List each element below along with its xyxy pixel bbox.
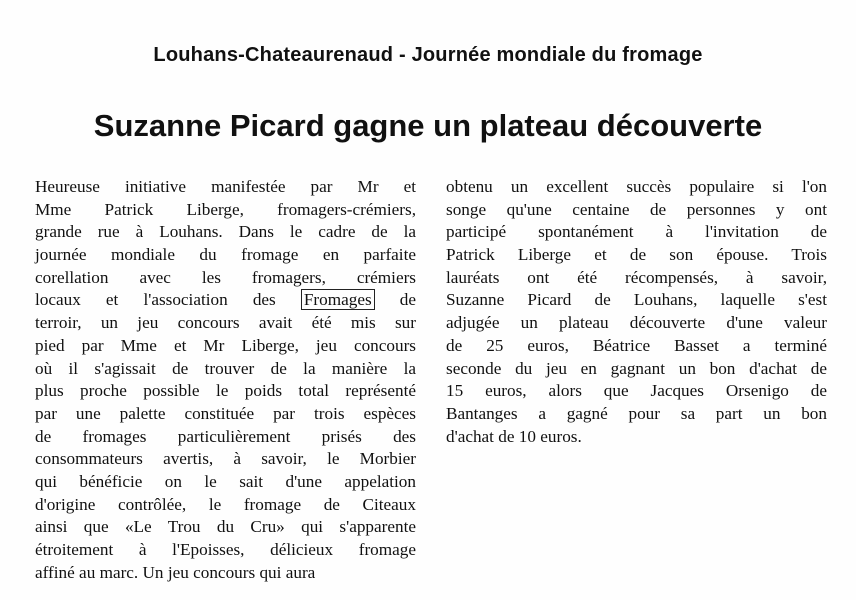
text-line: adjugée un plateau découverte d'une valeur bbox=[446, 313, 827, 333]
text-line: terroir, un jeu concours avait été mis sur bbox=[35, 313, 416, 333]
text-line: 15 euros, alors que Jacques Orsenigo de bbox=[446, 381, 827, 401]
text-line: grande rue à Louhans. Dans le cadre de la bbox=[35, 222, 416, 242]
text-line: corellation avec les fromagers, crémiers bbox=[35, 267, 416, 287]
text-line: songe qu'une centaine de personnes y ont bbox=[446, 199, 827, 219]
article-kicker: Louhans-Chateaurenaud - Journée mondiale du fromage bbox=[153, 44, 703, 66]
text-line: pied par Mme et Mr Liberge, jeu concours bbox=[35, 335, 416, 355]
text-line: Mme Patrick Liberge, fromagers-crémiers, bbox=[35, 199, 416, 219]
article-column-left bbox=[35, 176, 416, 584]
text-line: d'origine contrôlée, le fromage de Citeaux bbox=[35, 494, 416, 514]
text-line: où il s'agissait de trouver de la manière la bbox=[35, 358, 416, 378]
text-line: affiné au marc. Un jeu concours qui aura bbox=[35, 562, 316, 582]
text-line: journée mondiale du fromage en parfaite bbox=[35, 245, 416, 265]
text-line: d'achat de 10 euros. bbox=[446, 426, 582, 446]
text-segment: de bbox=[374, 290, 416, 310]
text-line: lauréats ont été récompensés, à savoir, bbox=[446, 267, 827, 287]
text-line: obtenu un excellent succès populaire si l'on bbox=[446, 177, 827, 196]
text-line: ainsi que «Le Trou du Cru» qui s'apparente bbox=[35, 517, 416, 537]
article-headline: Suzanne Picard gagne un plateau découverte bbox=[93, 108, 763, 143]
text-line: de fromages particulièrement prisés des bbox=[35, 426, 416, 446]
text-line: plus proche possible le poids total représenté bbox=[35, 381, 416, 401]
text-line: de 25 euros, Béatrice Basset a terminé bbox=[446, 335, 827, 355]
text-line: consommateurs avertis, à savoir, le Morbier bbox=[35, 449, 416, 469]
text-line bbox=[35, 289, 416, 312]
text-line: participé spontanément à l'invitation de bbox=[446, 222, 827, 242]
text-line: Patrick Liberge et de son épouse. Trois bbox=[446, 245, 827, 265]
highlighted-word: Fromages bbox=[301, 289, 375, 310]
article-column-right bbox=[446, 176, 827, 448]
text-line: Suzanne Picard de Louhans, laquelle s'est bbox=[446, 290, 827, 310]
text-line: par une palette constituée par trois espèces bbox=[35, 403, 416, 423]
text-line: étroitement à l'Epoisses, délicieux fromage bbox=[35, 540, 416, 559]
text-line: qui bénéficie on le sait d'une appelation bbox=[35, 471, 416, 491]
text-line: Bantanges a gagné pour sa part un bon bbox=[446, 403, 827, 423]
text-segment: locaux et l'association des bbox=[35, 290, 301, 310]
text-line: Heureuse initiative manifestée par Mr et bbox=[35, 177, 416, 196]
text-line: seconde du jeu en gagnant un bon d'achat de bbox=[446, 358, 827, 378]
